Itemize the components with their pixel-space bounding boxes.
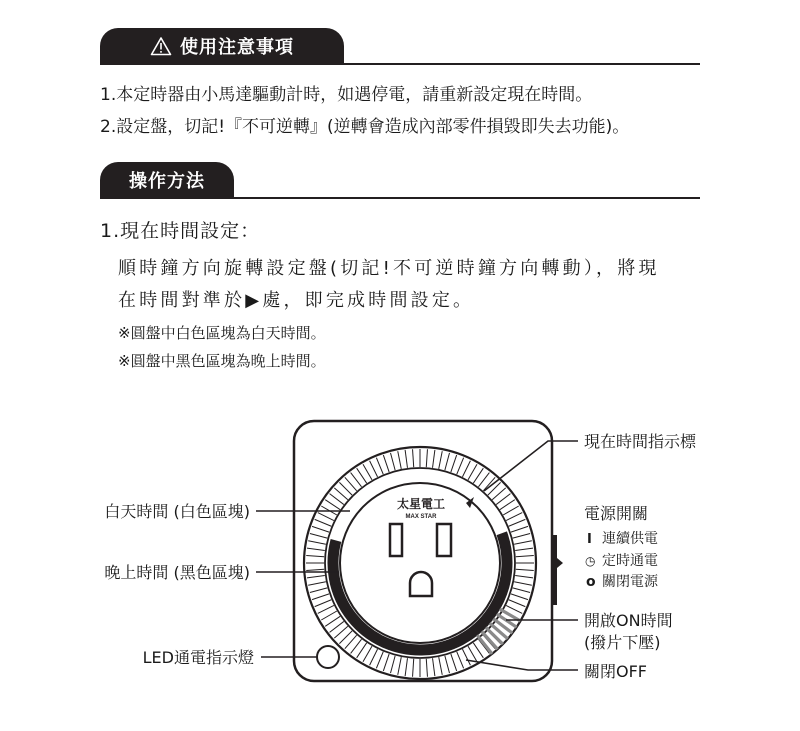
label-on-pin-2: (撥片下壓) [584,633,661,652]
power-item-1-label: 連續供電 [602,531,658,547]
side-switch-arrow [557,558,563,568]
step1-title: 1.現在時間設定： [100,220,261,242]
power-item-1-symbol: I [587,532,592,547]
label-off: 關閉OFF [584,662,648,681]
power-switch-title: 電源開關 [584,504,649,523]
brand-en-text: MAX STAR [405,514,437,520]
note-day: ※圓盤中白色區塊為白天時間。 [118,324,326,342]
step1-body-line-1: 順時鐘方向旋轉設定盤(切記!不可逆時鐘方向轉動），將現 [118,258,660,279]
side-switch [551,535,557,605]
power-item-3-symbol: o [586,574,596,590]
operation-title: 操作方法 [129,171,205,192]
clock-icon: ◷ [585,554,596,568]
notice-item-1: 1.本定時器由小馬達驅動計時，如遇停電，請重新設定現在時間。 [100,85,593,105]
power-item-3-label: 關閉電源 [602,574,658,590]
label-night-time: 晚上時間 (黑色區塊) [104,563,250,582]
led-indicator [317,646,339,668]
notice-item-2: 2.設定盤，切記!『不可逆轉』(逆轉會造成內部零件損毀即失去功能)。 [100,117,630,137]
brand-text: 太星電工 [396,497,446,511]
label-day-time: 白天時間 (白色區塊) [104,502,250,521]
notice-title: 使用注意事項 [180,37,294,58]
note-night: ※圓盤中黑色區塊為晚上時間。 [118,352,326,370]
power-item-2-label: 定時通電 [602,553,658,569]
label-on-pin-1: 開啟ON時間 [584,611,673,630]
label-current-time-marker: 現在時間指示標 [584,432,697,451]
label-led: LED通電指示燈 [142,648,254,667]
step1-body-line-2: 在時間對準於▶處，即完成時間設定。 [118,290,475,311]
